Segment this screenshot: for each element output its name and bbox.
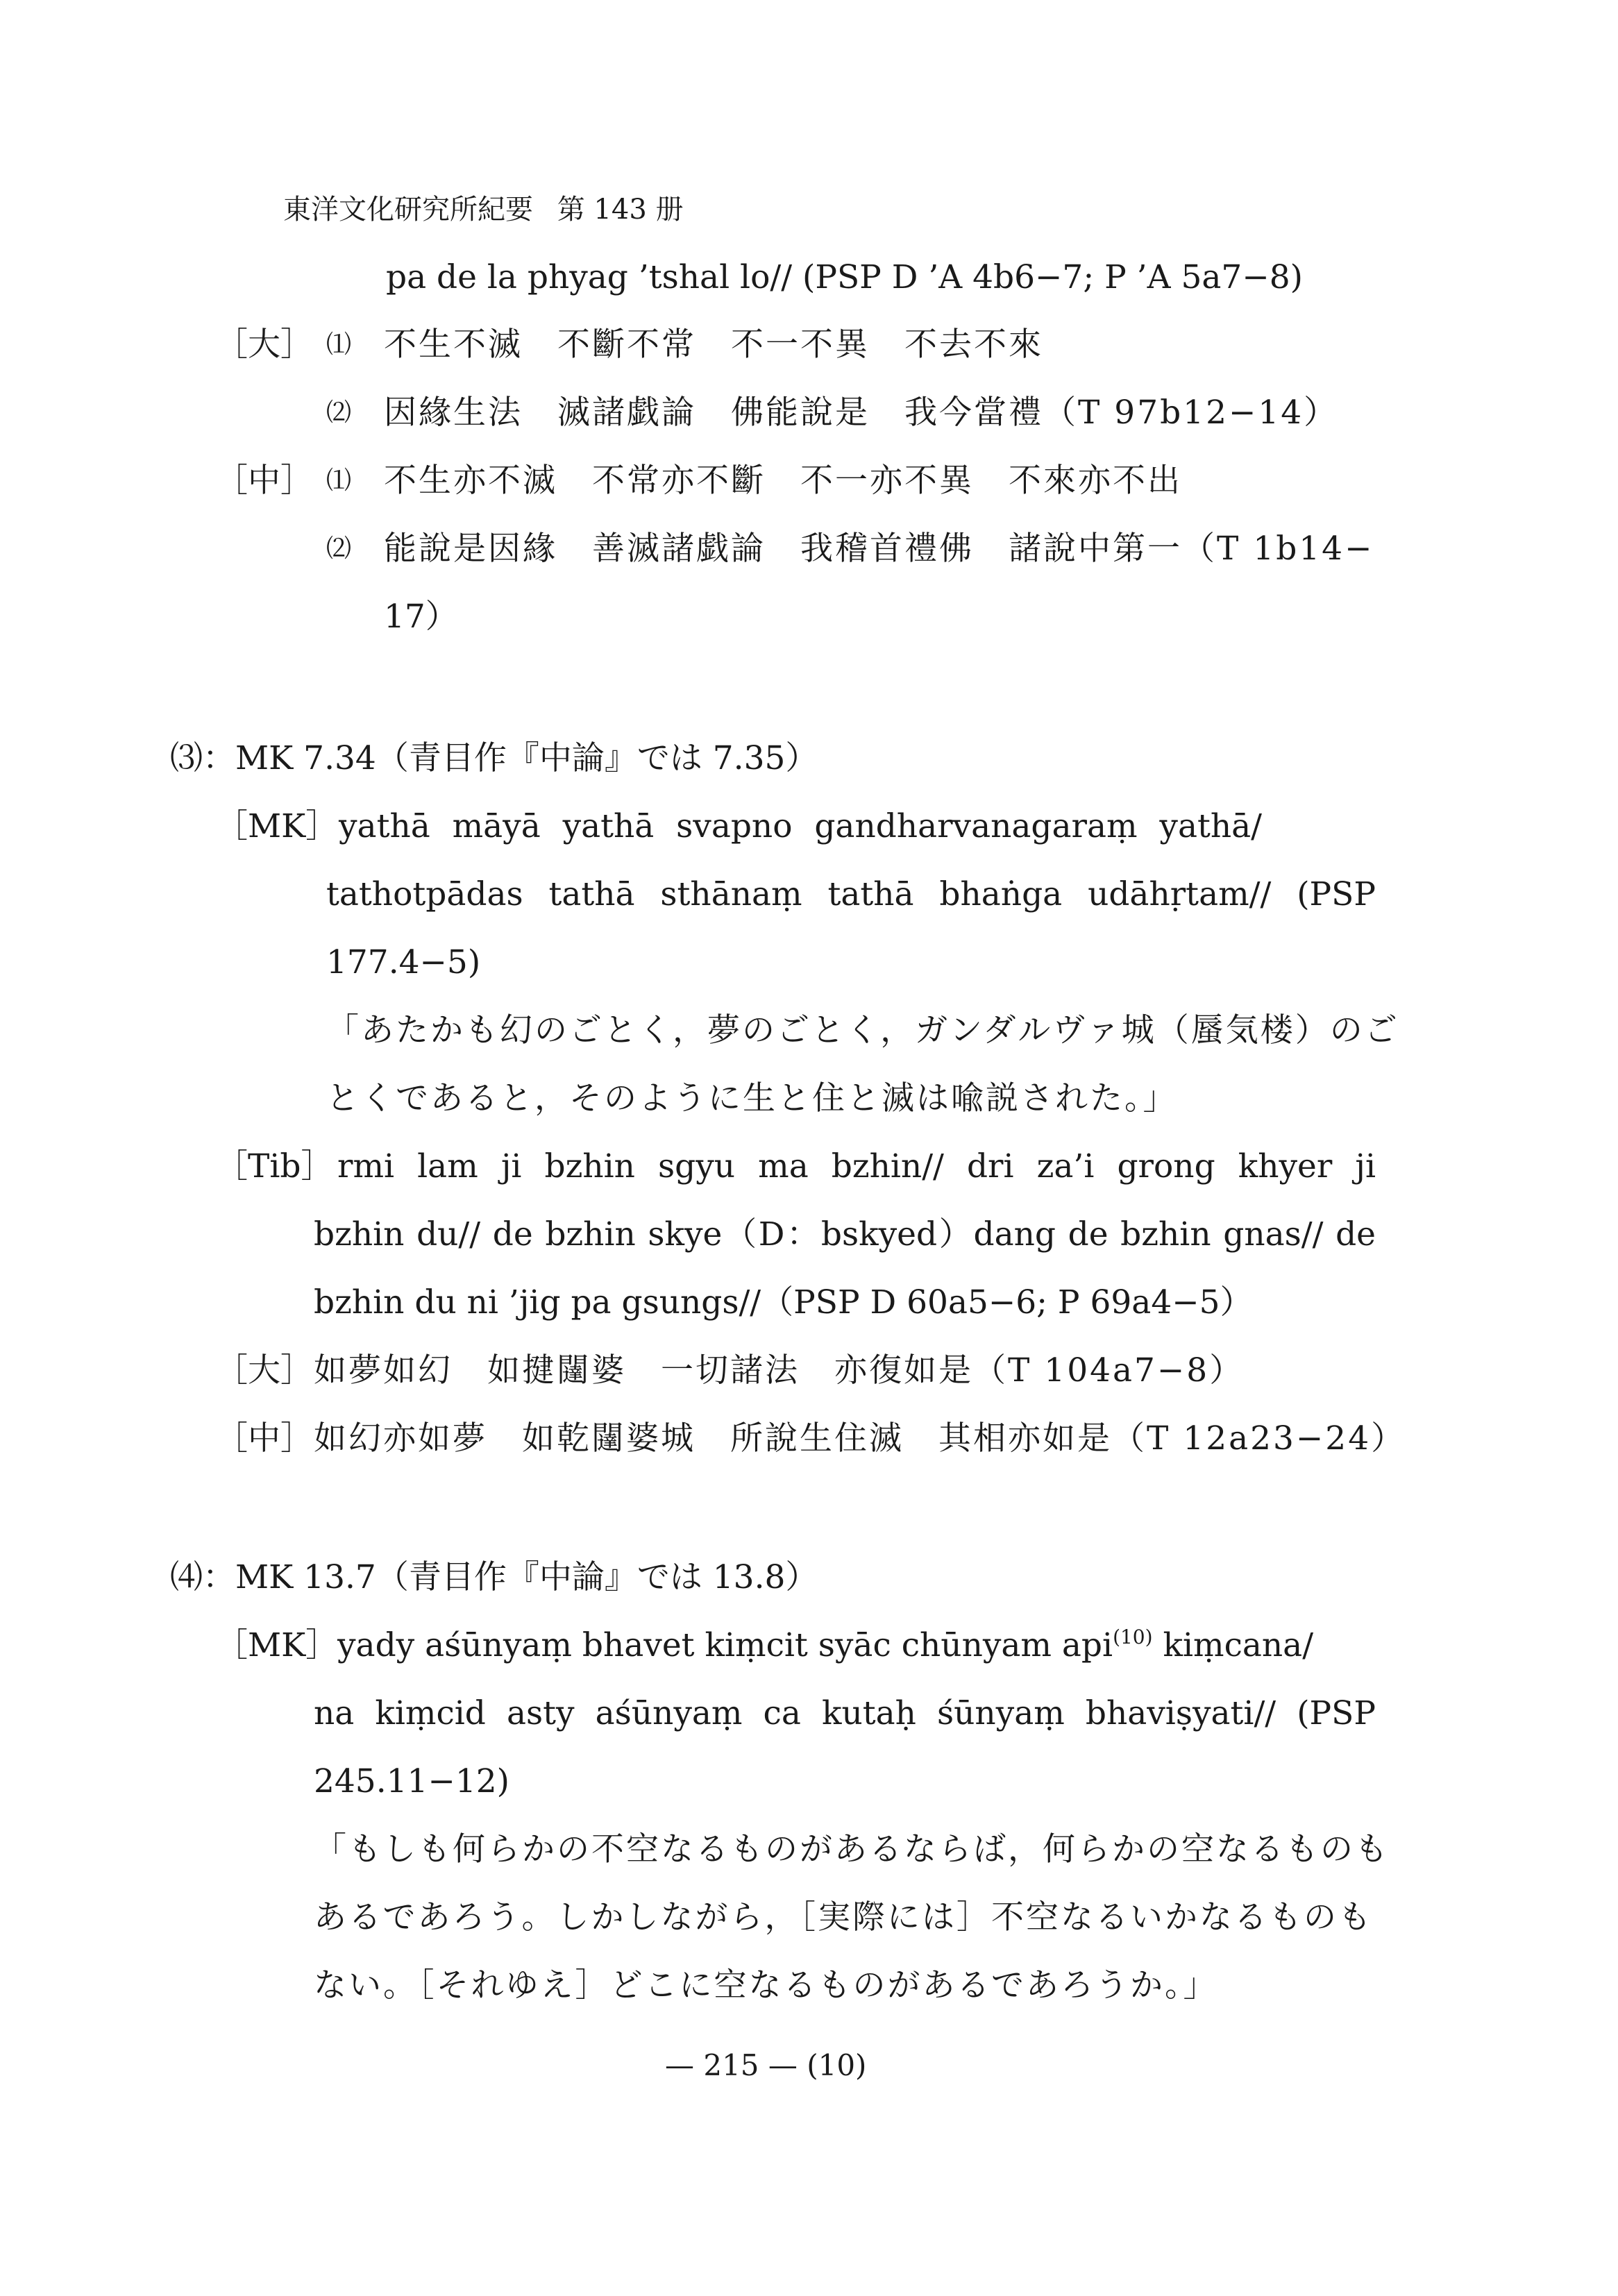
da-item-1-number: ⑴ <box>326 330 352 359</box>
section-3-tib-line-3: bzhin du ni ’jig pa gsungs//（PSP D 60a5−6; P 69a4−5） <box>314 1283 1253 1322</box>
journal-title: 東洋文化研究所紀要 <box>283 194 533 226</box>
da-item-1: 不生不滅 不斷不常 不一不異 不去不來 <box>384 326 1043 364</box>
section-3-mk-line-3: 177.4−5) <box>326 943 481 981</box>
da-label-top: ［大］ <box>215 326 313 364</box>
section-3-heading: ⑶：MK 7.34（青目作『中論』では 7.35） <box>170 739 818 777</box>
section-3-translation-line-1: 「あたかも幻のごとく，夢のごとく，ガンダルヴァ城（蜃気楼）のご <box>326 1011 1399 1049</box>
section-4-heading: ⑷：MK 13.7（青目作『中論』では 13.8） <box>170 1558 818 1596</box>
tib-continuation: pa de la phyag ’tshal lo// (PSP D ’A 4b6−7; P ’A 5a7−8) <box>386 258 1303 296</box>
zhong-item-2-cont: 17） <box>384 598 458 636</box>
zhong-label-top: ［中］ <box>215 462 313 500</box>
section-3-zhong-label: ［中］ <box>215 1419 313 1458</box>
section-4-translation-line-1: 「もしも何らかの不空なるものがあるならば，何らかの空なるものも <box>314 1830 1390 1868</box>
section-3-mk-label: ［MK］ <box>215 807 339 845</box>
section-4-mk-line-2: na kiṃcid asty aśūnyaṃ ca kutaḥ śūnyaṃ bhaviṣyati// (PSP <box>314 1694 1376 1732</box>
page-number: — 215 — (10) <box>665 2048 867 2082</box>
section-4-mk-line-1-tail: kiṃcana/ <box>1152 1626 1314 1664</box>
section-3-tib-label: ［Tib］ <box>215 1147 334 1185</box>
section-3-da-label: ［大］ <box>215 1351 313 1390</box>
section-4-translation-line-2: あるであろう。しかしながら，［実際には］不空なるいかなるものも <box>314 1898 1374 1936</box>
section-3-tib-line-1: rmi lam ji bzhin sgyu ma bzhin// dri za’i grong khyer ji <box>337 1147 1376 1185</box>
section-4-mk-line-1-text: yady aśūnyaṃ bhavet kiṃcit syāc chūnyam api <box>337 1626 1113 1664</box>
section-3-translation-line-2: とくであると，そのように生と住と滅は喩説された。」 <box>326 1079 1178 1117</box>
section-4-translation-line-3: ない。［それゆえ］どこに空なるものがあるであろうか。」 <box>314 1966 1218 2004</box>
section-4-mk-label: ［MK］ <box>215 1626 339 1664</box>
section-3-tib-line-2: bzhin du// de bzhin skye（D：bskyed）dang de bzhin gnas// de <box>314 1215 1376 1253</box>
section-3-mk-line-2: tathotpādas tathā sthānaṃ tathā bhaṅga udāhṛtam// (PSP <box>326 875 1376 913</box>
section-4-mk-line-1 <box>337 1625 1313 1666</box>
da-item-2-number: ⑵ <box>326 398 352 427</box>
running-header <box>283 189 684 230</box>
section-3-zhong-text: 如幻亦如夢 如乾闥婆城 所說生住滅 其相亦如是（T 12a23−24） <box>314 1419 1406 1458</box>
zhong-item-2: 能說是因緣 善滅諸戯論 我稽首禮佛 諸說中第一（T 1b14− <box>384 530 1374 568</box>
footnote-marker: (10) <box>1113 1626 1153 1648</box>
section-3-da-text: 如夢如幻 如揵闥婆 一切諸法 亦復如是（T 104a7−8） <box>314 1351 1245 1390</box>
da-item-2: 因緣生法 滅諸戯論 佛能說是 我今當禮（T 97b12−14） <box>384 394 1339 432</box>
zhong-item-1: 不生亦不滅 不常亦不斷 不一亦不異 不來亦不出 <box>384 462 1182 500</box>
section-4-mk-line-3: 245.11−12) <box>314 1762 509 1800</box>
zhong-item-2-number: ⑵ <box>326 534 352 563</box>
section-3-mk-line-1: yathā māyā yathā svapno gandharvanagaraṃ yathā/ <box>339 807 1262 845</box>
volume-number: 第 143 册 <box>557 194 684 226</box>
zhong-item-1-number: ⑴ <box>326 466 352 495</box>
